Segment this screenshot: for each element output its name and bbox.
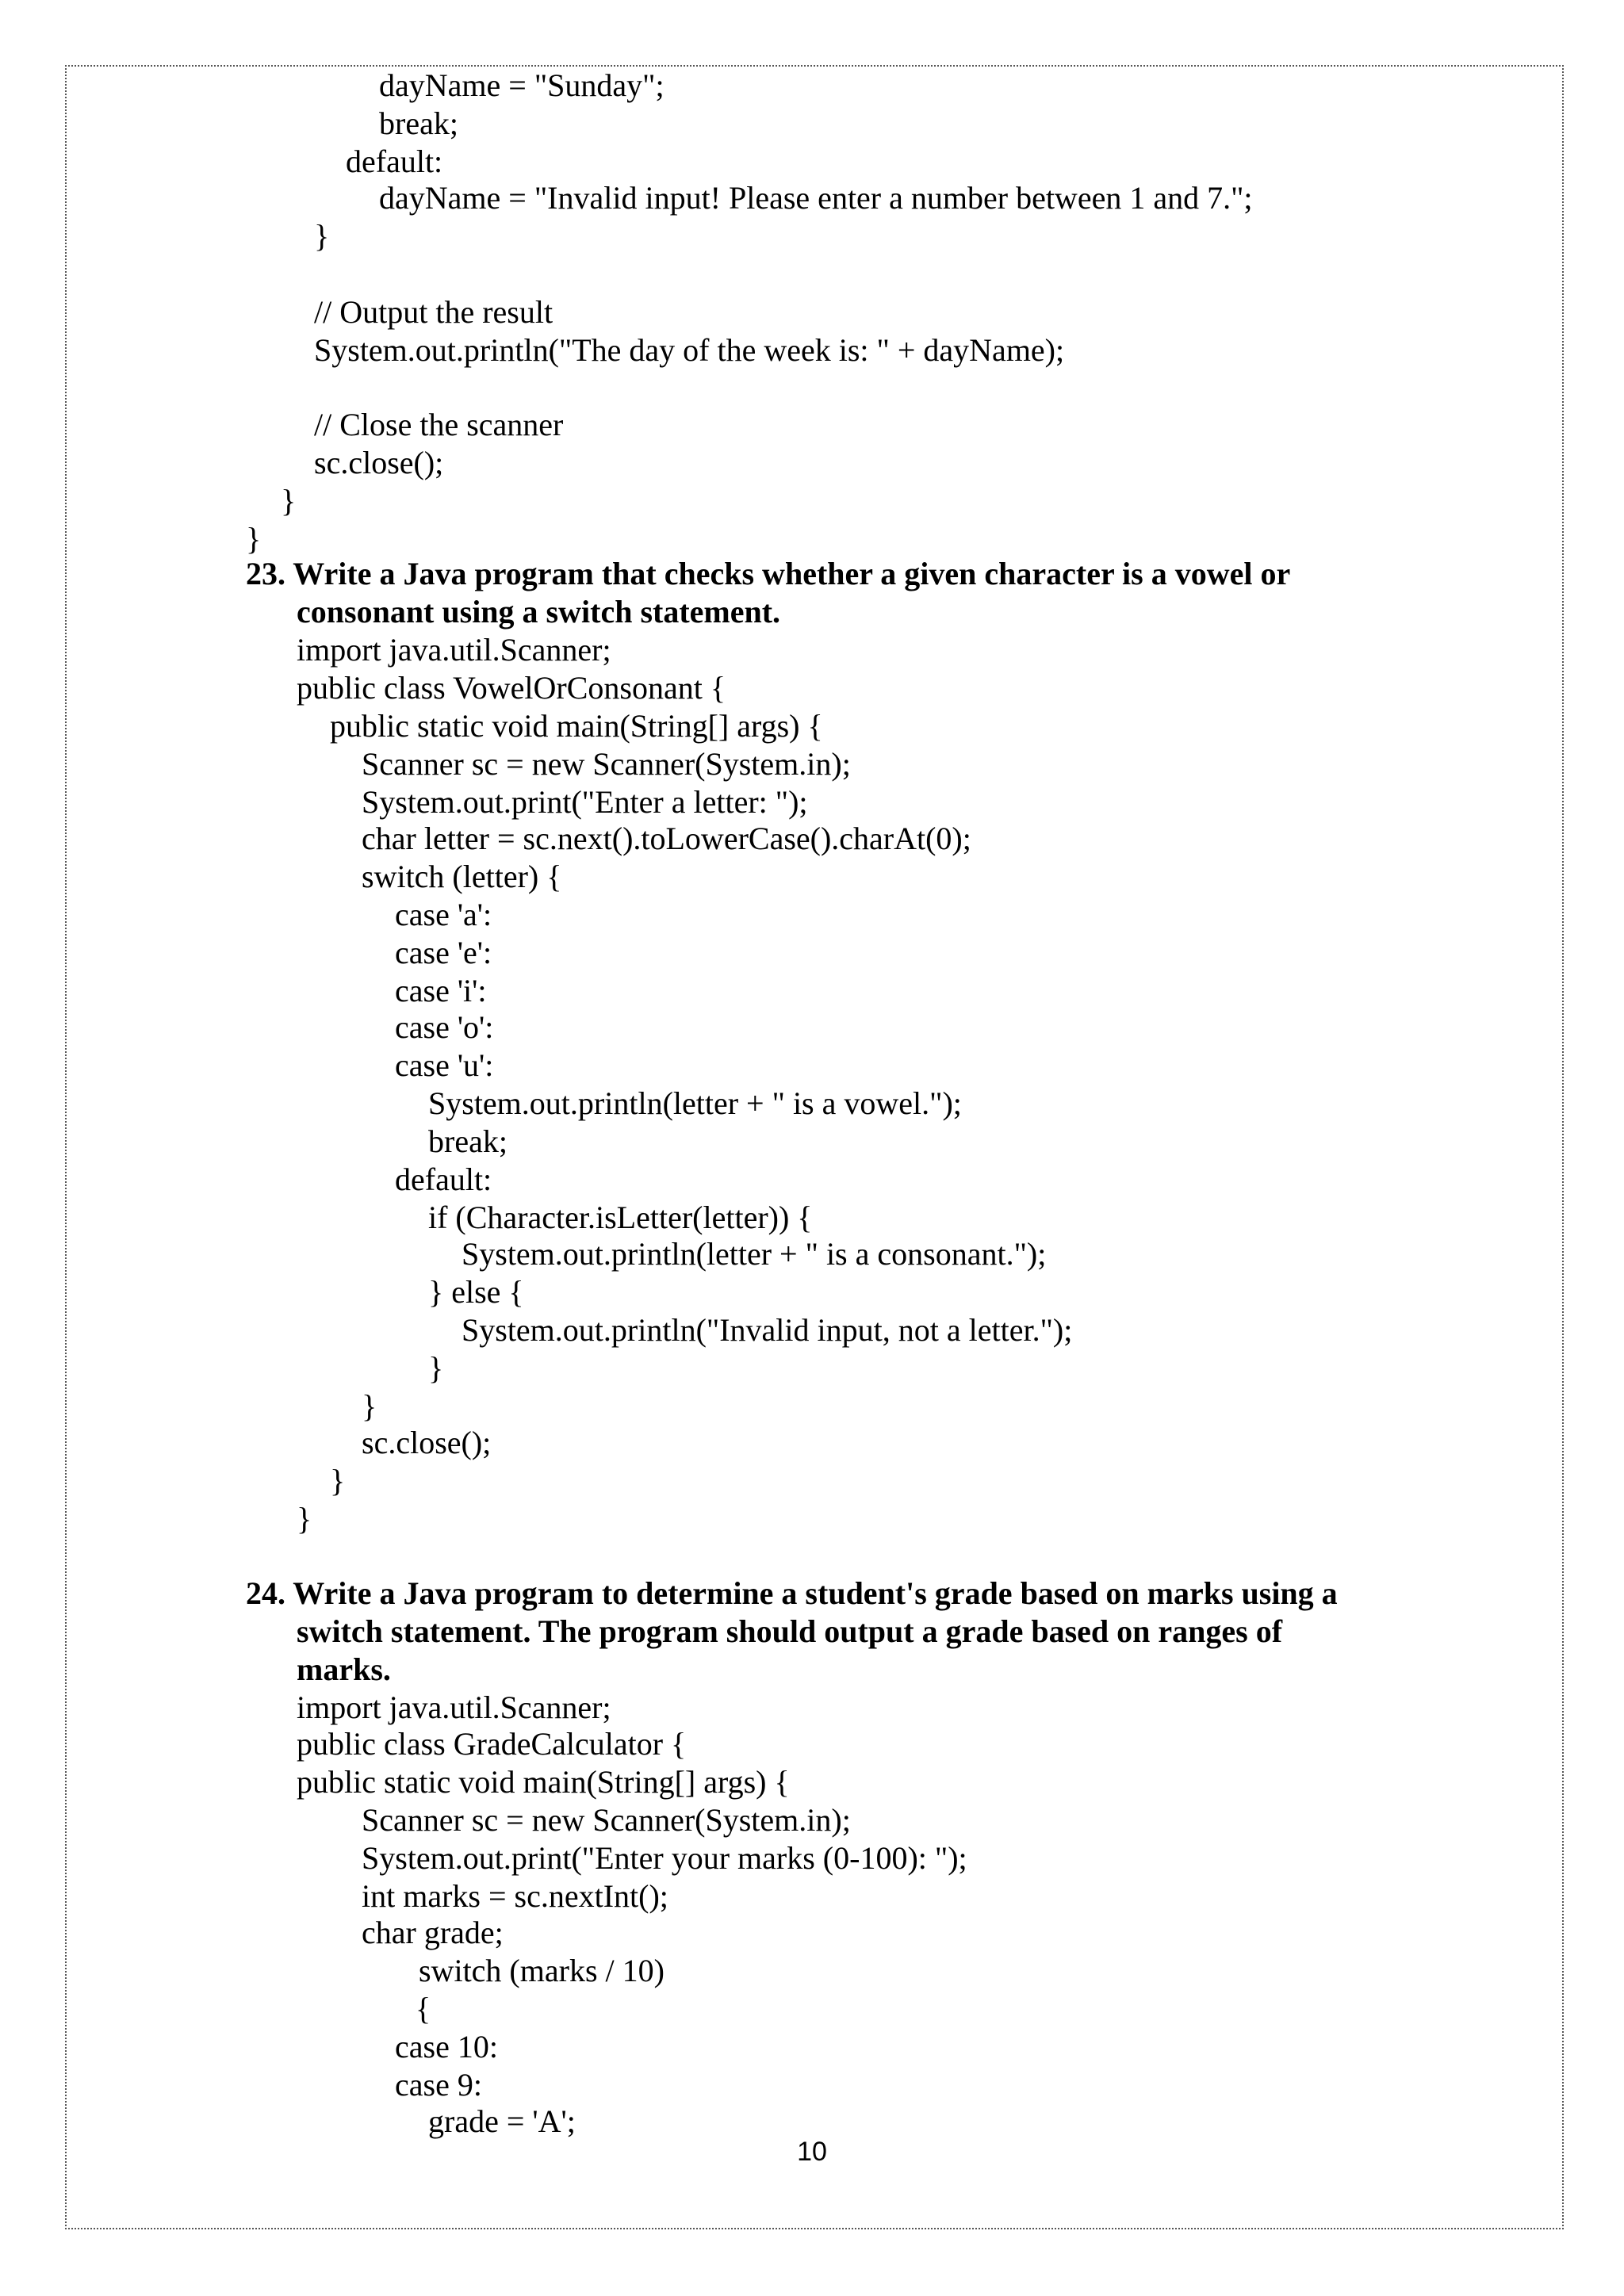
code-line: } bbox=[281, 483, 297, 519]
code-line: case 'e': bbox=[395, 935, 492, 970]
code-line: } bbox=[314, 218, 330, 254]
code-line: System.out.print("Enter your marks (0-100): "); bbox=[362, 1840, 967, 1876]
code-line: public static void main(String[] args) { bbox=[330, 708, 823, 744]
code-line: public class VowelOrConsonant { bbox=[297, 670, 726, 706]
code-line: } bbox=[330, 1463, 346, 1498]
code-line: switch (letter) { bbox=[362, 859, 562, 894]
code-line: } bbox=[246, 521, 262, 557]
code-line: import java.util.Scanner; bbox=[297, 1689, 611, 1725]
page-border bbox=[65, 65, 1564, 2229]
question-24-heading: switch statement. The program should output a grade based on ranges of bbox=[297, 1613, 1283, 1649]
code-line: default: bbox=[395, 1161, 492, 1197]
code-comment: // Close the scanner bbox=[314, 407, 564, 442]
code-line: { bbox=[416, 1991, 431, 2026]
code-line: case 'i': bbox=[395, 973, 487, 1008]
question-23-heading: consonant using a switch statement. bbox=[297, 594, 781, 629]
code-line: sc.close(); bbox=[362, 1425, 492, 1460]
question-24-heading: 24. Write a Java program to determine a student's grade based on marks using a bbox=[246, 1575, 1338, 1611]
code-line: grade = 'A'; bbox=[428, 2103, 576, 2139]
code-line: case 'u': bbox=[395, 1047, 494, 1083]
code-line: default: bbox=[346, 144, 443, 179]
page-number: 10 bbox=[797, 2137, 827, 2167]
code-line: case 'a': bbox=[395, 897, 492, 932]
code-line: switch (marks / 10) bbox=[419, 1953, 665, 1988]
code-line: break; bbox=[379, 105, 458, 141]
code-line: } bbox=[428, 1350, 444, 1386]
code-line: Scanner sc = new Scanner(System.in); bbox=[362, 746, 851, 782]
code-line: break; bbox=[428, 1123, 508, 1159]
code-line: import java.util.Scanner; bbox=[297, 632, 611, 668]
code-line: char letter = sc.next().toLowerCase().charAt(0); bbox=[362, 821, 971, 856]
code-line: dayName = "Invalid input! Please enter a number between 1 and 7."; bbox=[379, 180, 1253, 216]
code-line: if (Character.isLetter(letter)) { bbox=[428, 1200, 813, 1235]
code-comment: // Output the result bbox=[314, 294, 553, 330]
code-line: case 10: bbox=[395, 2029, 498, 2064]
code-line: sc.close(); bbox=[314, 445, 444, 480]
code-line: System.out.println(letter + " is a consonant."); bbox=[462, 1236, 1047, 1272]
code-line: int marks = sc.nextInt(); bbox=[362, 1878, 668, 1914]
code-line: } else { bbox=[428, 1274, 524, 1310]
code-line: System.out.println("Invalid input, not a letter."); bbox=[462, 1312, 1073, 1348]
code-line: System.out.print("Enter a letter: "); bbox=[362, 784, 808, 820]
code-line: dayName = "Sunday"; bbox=[379, 67, 665, 103]
code-line: case 'o': bbox=[395, 1009, 494, 1045]
code-line: System.out.println(letter + " is a vowel."); bbox=[428, 1085, 962, 1121]
code-line: case 9: bbox=[395, 2067, 482, 2103]
code-line: public class GradeCalculator { bbox=[297, 1726, 687, 1762]
question-23-heading: 23. Write a Java program that checks whether a given character is a vowel or bbox=[246, 556, 1291, 591]
code-line: public static void main(String[] args) { bbox=[297, 1764, 790, 1800]
code-line: char grade; bbox=[362, 1915, 504, 1950]
code-line: } bbox=[297, 1501, 312, 1536]
code-line: System.out.println("The day of the week is: " + dayName); bbox=[314, 332, 1065, 368]
code-line: Scanner sc = new Scanner(System.in); bbox=[362, 1802, 851, 1838]
code-line: } bbox=[362, 1388, 377, 1424]
question-24-heading: marks. bbox=[297, 1651, 391, 1687]
